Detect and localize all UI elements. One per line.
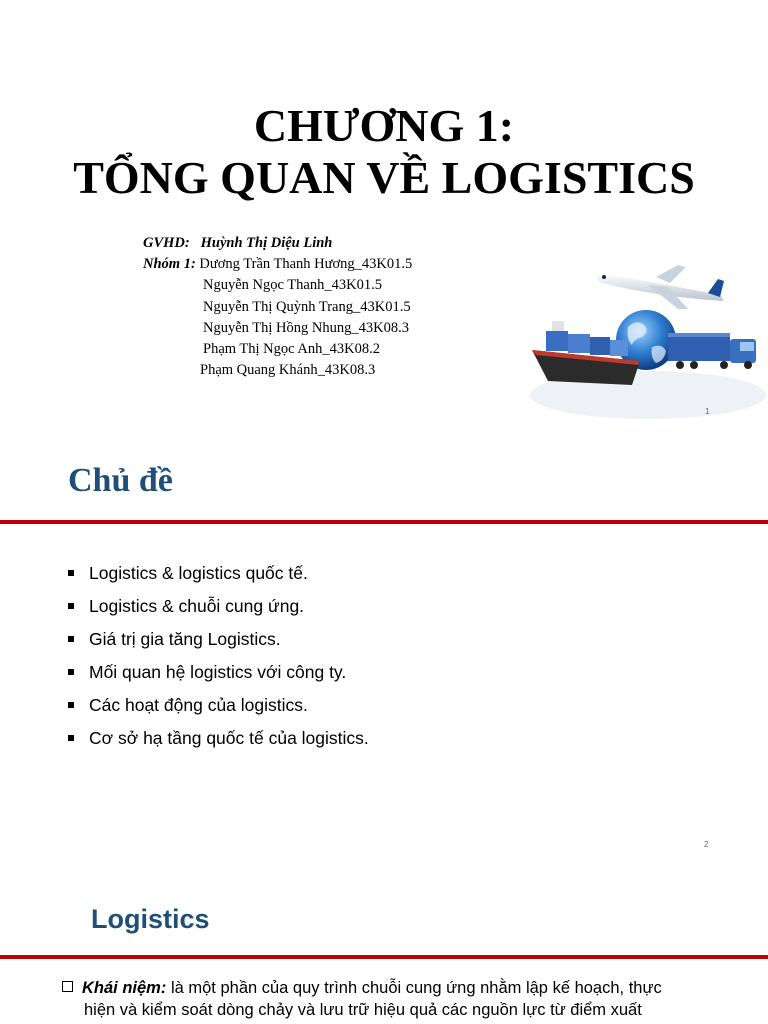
slide-title: Logistics <box>91 904 210 934</box>
member-name: Phạm Quang Khánh_43K08.3 <box>200 362 376 379</box>
bullet-icon <box>68 735 74 741</box>
group-row <box>143 254 412 275</box>
checkbox-bullet-icon <box>62 981 73 992</box>
title-line-2: TỔNG QUAN VỀ LOGISTICS <box>73 152 695 203</box>
title-divider <box>0 520 768 524</box>
bullet-icon <box>68 570 74 576</box>
slide-3 <box>0 860 768 1024</box>
list-item <box>68 661 369 694</box>
definition-paragraph <box>62 977 712 1021</box>
page-number: 1 <box>705 407 710 416</box>
title-line-1: CHƯƠNG 1: <box>253 100 515 151</box>
title-divider <box>0 955 768 959</box>
list-item-text: Logistics & logistics quốc tế. <box>89 563 308 583</box>
gvhd-label: GVHD: <box>143 235 190 251</box>
definition-text: là một phần của quy trình chuỗi cung ứng nhằm lập kế hoạch, thực <box>166 979 662 997</box>
slide-title: Chủ đề <box>68 462 173 499</box>
bullet-icon <box>68 636 74 642</box>
credits-block <box>143 233 412 381</box>
gvhd-name: Huỳnh Thị Diệu Linh <box>200 235 333 251</box>
bullet-icon <box>68 603 74 609</box>
list-item-text: Các hoạt động của logistics. <box>89 695 308 715</box>
list-item <box>68 628 369 661</box>
slide-1 <box>0 0 768 440</box>
logistics-transport-illustration <box>528 255 768 435</box>
bullet-icon <box>68 669 74 675</box>
list-item <box>68 562 369 595</box>
list-item <box>68 727 369 760</box>
list-item-text: Mối quan hệ logistics với công ty. <box>89 662 347 682</box>
definition-term: Khái niệm: <box>82 979 167 997</box>
member-name: Dương Trần Thanh Hương_43K01.5 <box>199 256 413 273</box>
list-item <box>68 694 369 727</box>
definition-text-continued: hiện và kiểm soát dòng chảy và lưu trữ hiệu quả các nguồn lực từ điểm xuất <box>84 1001 642 1019</box>
list-item-text: Giá trị gia tăng Logistics. <box>89 629 281 649</box>
list-item-text: Logistics & chuỗi cung ứng. <box>89 596 305 616</box>
slide-2 <box>0 440 768 860</box>
topic-list <box>68 562 369 760</box>
member-name: Phạm Thị Ngọc Anh_43K08.2 <box>203 341 380 358</box>
member-name: Nguyễn Thị Hồng Nhung_43K08.3 <box>203 319 409 336</box>
member-name: Nguyễn Thị Quỳnh Trang_43K01.5 <box>203 298 411 315</box>
list-item-text: Cơ sở hạ tầng quốc tế của logistics. <box>89 728 369 748</box>
group-label: Nhóm 1: <box>143 256 196 273</box>
bullet-icon <box>68 702 74 708</box>
gvhd-row <box>143 233 412 254</box>
list-item <box>68 595 369 628</box>
page-number: 2 <box>704 840 709 849</box>
member-name: Nguyễn Ngọc Thanh_43K01.5 <box>203 277 382 294</box>
